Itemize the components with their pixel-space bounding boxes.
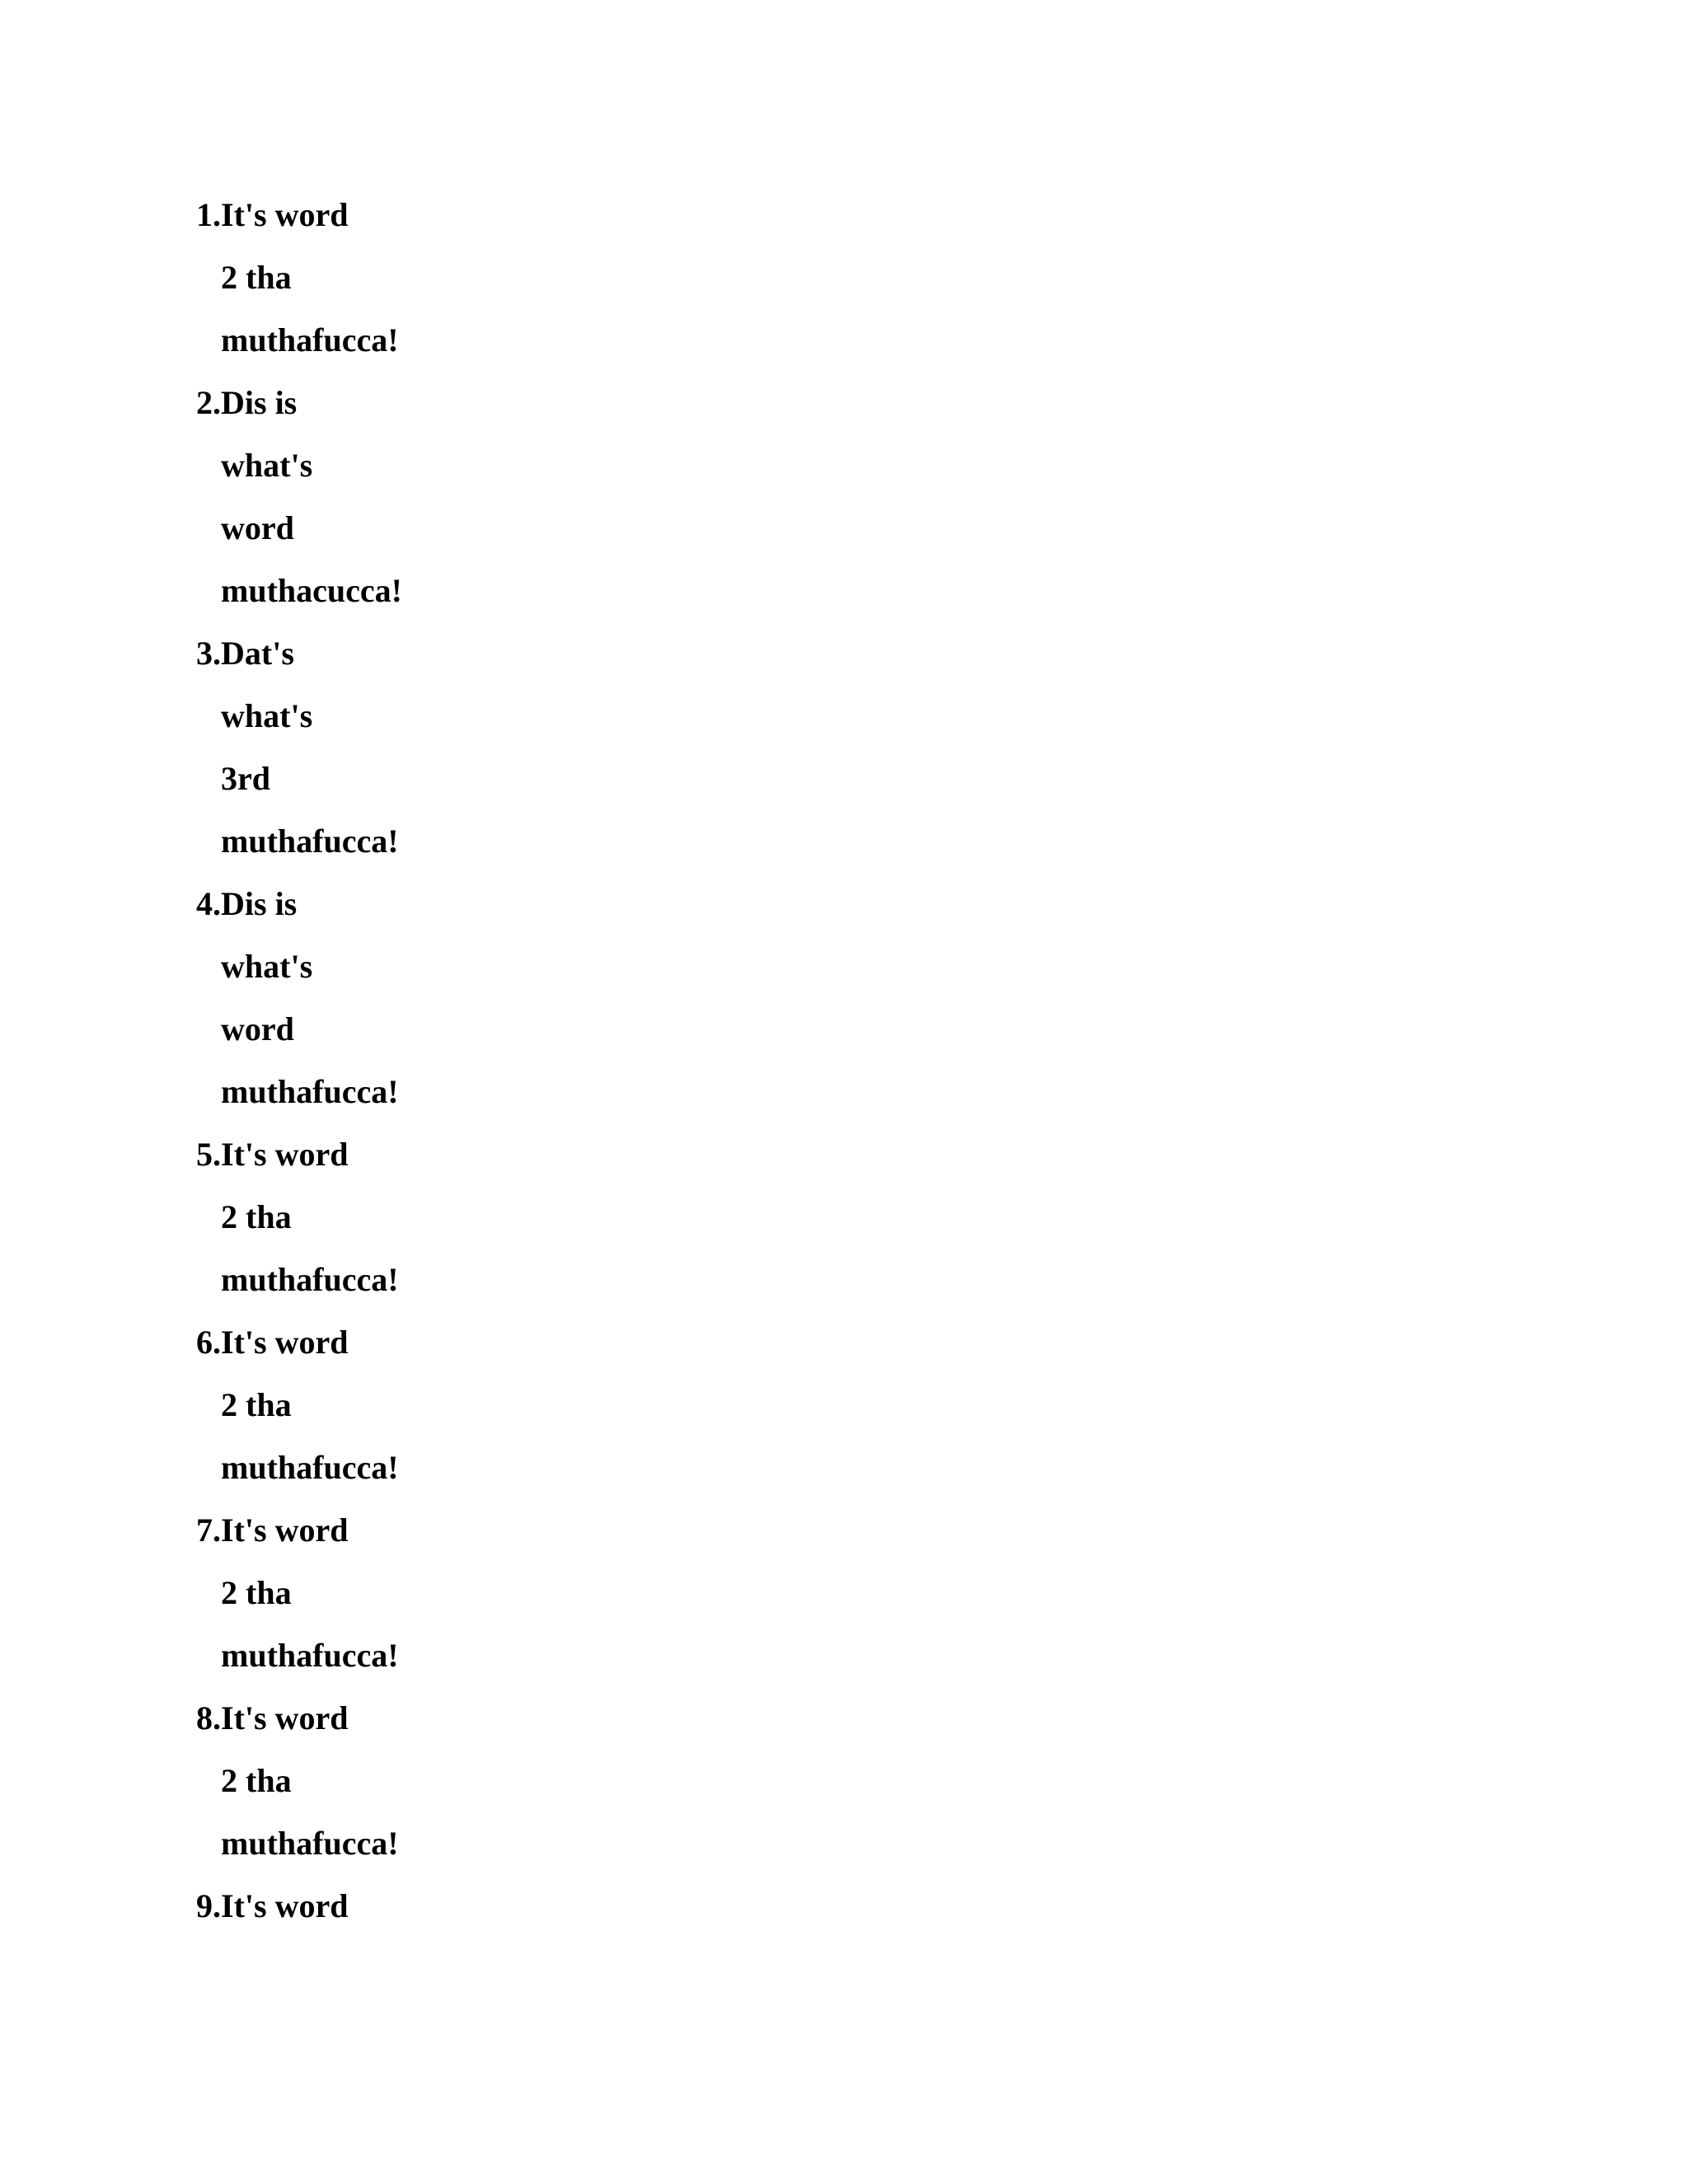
list-item-first-line bbox=[196, 379, 402, 442]
list-item-text: 2 tha bbox=[221, 1762, 292, 1799]
list-item-continuation-line bbox=[196, 1820, 402, 1882]
list-item-continuation-line bbox=[196, 442, 402, 504]
list-item-text: 2 tha bbox=[221, 1198, 292, 1235]
list-item-number: 1. bbox=[196, 196, 221, 233]
list-item-text: what's bbox=[221, 948, 313, 985]
list-item-continuation-line bbox=[196, 755, 402, 818]
list-item-text: 2 tha bbox=[221, 1386, 292, 1423]
list-item-continuation-line bbox=[196, 1381, 402, 1444]
list-item-number: 5. bbox=[196, 1136, 221, 1173]
list-item-continuation-line bbox=[196, 1444, 402, 1507]
list-item-continuation-line bbox=[196, 254, 402, 316]
list-item-text: Dis is bbox=[221, 885, 298, 922]
list-item-text: It's word bbox=[221, 1324, 349, 1361]
list-item-first-line bbox=[196, 1694, 402, 1757]
list-item-text: 3rd bbox=[221, 760, 270, 797]
list-item-text: It's word bbox=[221, 1511, 349, 1549]
list-item-first-line bbox=[196, 880, 402, 943]
list-item-text: muthafucca! bbox=[221, 1637, 399, 1674]
list-item-number: 9. bbox=[196, 1887, 221, 1924]
list-item-text: Dat's bbox=[221, 635, 294, 672]
list-item-continuation-line bbox=[196, 1757, 402, 1820]
list-item-continuation-line bbox=[196, 818, 402, 880]
list-item-number: 4. bbox=[196, 885, 221, 922]
list-item-text: muthacucca! bbox=[221, 572, 402, 609]
list-item-continuation-line bbox=[196, 1005, 402, 1068]
list-item-number: 8. bbox=[196, 1699, 221, 1736]
list-item-text: muthafucca! bbox=[221, 321, 399, 359]
list-item-text: It's word bbox=[221, 196, 349, 233]
list-item-first-line bbox=[196, 191, 402, 254]
list-item-first-line bbox=[196, 630, 402, 692]
list-item-number: 7. bbox=[196, 1511, 221, 1549]
list-item-text: what's bbox=[221, 447, 313, 484]
list-item-first-line bbox=[196, 1882, 402, 1945]
list-item-text: It's word bbox=[221, 1887, 349, 1924]
list-item-continuation-line bbox=[196, 1068, 402, 1131]
list-item-text: muthafucca! bbox=[221, 1073, 399, 1110]
list-item-continuation-line bbox=[196, 943, 402, 1005]
list-item-continuation-line bbox=[196, 1632, 402, 1694]
list-item-continuation-line bbox=[196, 504, 402, 567]
list-item-text: It's word bbox=[221, 1136, 349, 1173]
numbered-list bbox=[196, 191, 402, 1945]
list-item-text: word bbox=[221, 509, 294, 546]
list-item-text: 2 tha bbox=[221, 259, 292, 296]
list-item-text: word bbox=[221, 1010, 294, 1047]
list-item-continuation-line bbox=[196, 316, 402, 379]
list-item-number: 2. bbox=[196, 384, 221, 421]
list-item-first-line bbox=[196, 1319, 402, 1381]
list-item-text: what's bbox=[221, 697, 313, 734]
list-item-continuation-line bbox=[196, 567, 402, 630]
list-item-text: muthafucca! bbox=[221, 823, 399, 860]
list-item-continuation-line bbox=[196, 692, 402, 755]
list-item-text: Dis is bbox=[221, 384, 298, 421]
list-item-text: muthafucca! bbox=[221, 1825, 399, 1862]
list-item-number: 6. bbox=[196, 1324, 221, 1361]
list-item-continuation-line bbox=[196, 1193, 402, 1256]
list-item-text: muthafucca! bbox=[221, 1261, 399, 1298]
list-item-text: muthafucca! bbox=[221, 1449, 399, 1486]
list-item-number: 3. bbox=[196, 635, 221, 672]
list-item-text: 2 tha bbox=[221, 1574, 292, 1611]
list-item-continuation-line bbox=[196, 1569, 402, 1632]
list-item-text: It's word bbox=[221, 1699, 349, 1736]
list-item-first-line bbox=[196, 1131, 402, 1193]
list-item-first-line bbox=[196, 1507, 402, 1569]
list-item-continuation-line bbox=[196, 1256, 402, 1319]
